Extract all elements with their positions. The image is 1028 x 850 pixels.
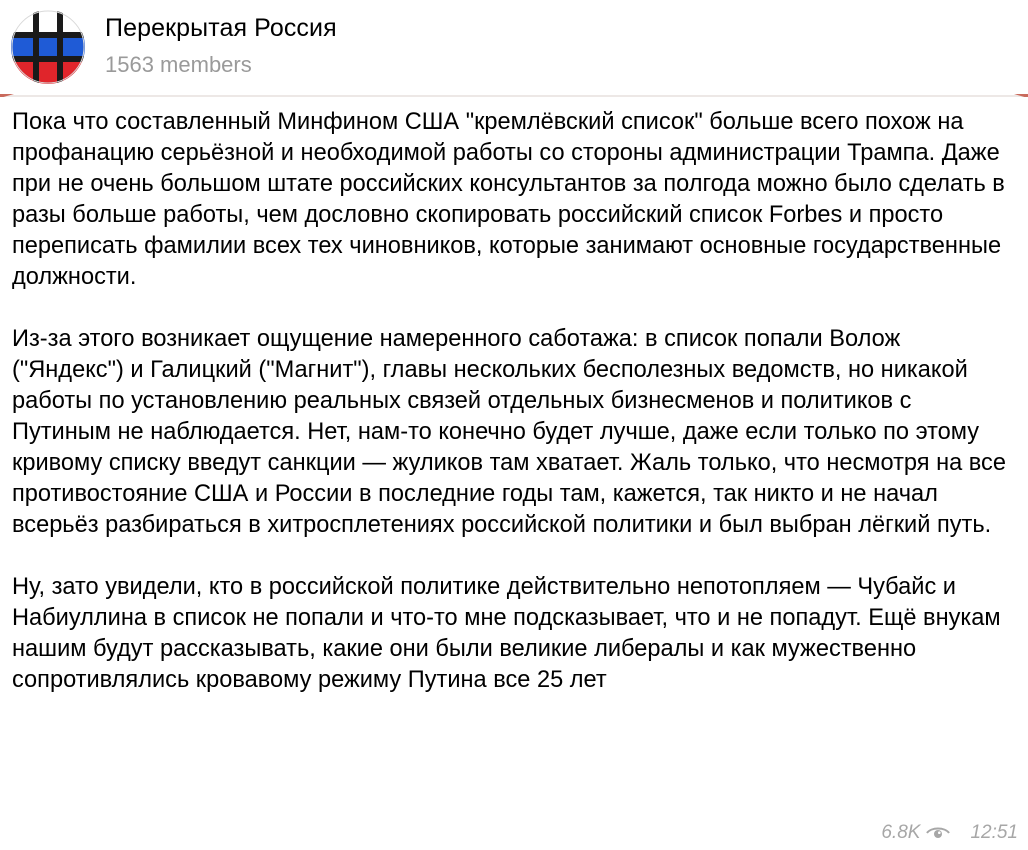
channel-title[interactable]: Перекрытая Россия [105,14,337,42]
message-paragraph-3: Ну, зато увидели, кто в российской политике действительно непотопляем — Чубайс и Набиуллина в список не попали и что-то мне подсказывает, что и не попадут. Ещё внукам нашим будут рассказывать, какие они были великие либералы и как мужественно сопротивлялись кровавому режиму Путина все 25 лет [12,574,1001,693]
message-paragraph-1: Пока что составленный Минфином США "кремлёвский список" больше всего похож на профанацию серьёзной и необходимой работы со стороны администрации Трампа. Даже при не очень большом штате российских консультантов за полгода можно было сделать в разы больше работы, чем дословно скопировать российский список Forbes и просто переписать фамилии всех тех чиновников, которые занимают основные государственные должности. [12,109,1005,290]
view-count: 6.8K [881,822,921,843]
message-meta [881,822,1018,844]
message-text[interactable] [12,107,1016,696]
message-time: 12:51 [970,822,1018,843]
eye-icon [926,825,950,841]
message-paragraph-2: Из-за этого возникает ощущение намеренного саботажа: в список попали Волож ("Яндекс") и Галицкий ("Магнит"), главы нескольких бесполезных ведомств, но никакой работы по установлению реальных связей отдельных бизнесменов и политиков с Путиным не наблюдается. Нет, нам-то конечно будет лучше, даже если только по этому кривому списку введут санкции — жуликов там хватает. Жаль только, что несмотря на все противостояние США и России в последние годы там, кажется, так никто и не начал всерьёз разбираться в хитросплетениях российской политики и был выбран лёгкий путь. [12,326,1006,538]
message-bubble [0,97,1028,850]
member-count: 1563 members [105,52,252,77]
channel-avatar[interactable] [11,10,85,84]
channel-header [0,0,1028,96]
russian-flag-grid-logo-icon [11,10,85,84]
